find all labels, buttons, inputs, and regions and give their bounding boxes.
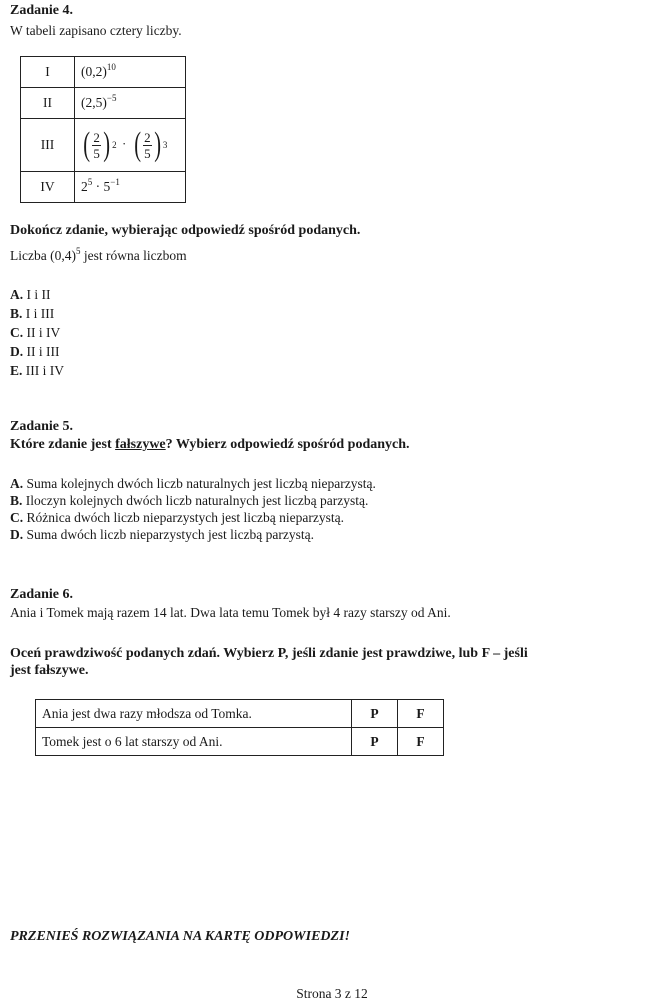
expr-exponent: 5 [87,177,93,187]
statement-cell: Ania jest dwa razy młodsza od Tomka. [36,700,352,728]
answer-text: I i II [26,287,51,302]
expr-exponent: −5 [106,93,117,103]
fraction-denominator: 5 [93,145,100,161]
question-exponent: 5 [75,246,81,256]
table-row [21,88,186,119]
expr-base: 2 [81,179,88,194]
answer-text: II i IV [26,325,61,340]
answer-letter: D. [10,344,24,359]
task4-question [10,247,187,264]
answer-letter: A. [10,476,24,491]
row-label: III [21,119,75,172]
answer-text: III i IV [25,363,64,378]
row-label: I [21,57,75,88]
option-false[interactable]: F [398,728,444,756]
task4-instruction: Dokończ zdanie, wybierając odpowiedź spośród podanych. [10,223,361,238]
expr-base: (2,5) [81,95,107,110]
answer-letter: B. [10,306,23,321]
answer-option[interactable] [10,286,64,305]
table-row [21,172,186,203]
answer-letter: C. [10,325,24,340]
answer-text: Suma dwóch liczb nieparzystych jest liczbą parzystą. [26,527,315,542]
option-false[interactable]: F [398,700,444,728]
task6-intro: Ania i Tomek mają razem 14 lat. Dwa lata temu Tomek był 4 razy starszy od Ani. [10,605,451,620]
page-number: Strona 3 z 12 [296,986,368,1001]
number-expression [75,172,186,203]
fraction-numerator: 2 [93,129,100,145]
question-text-end: ? Wybierz odpowiedź spośród podanych. [165,437,410,452]
multiply-dot: · [122,136,127,152]
answer-option[interactable] [10,492,376,509]
numbers-table [20,56,186,203]
instruction-line: Oceń prawdziwość podanych zdań. Wybierz P, jeśli zdanie jest prawdziwe, lub F – jeśli [10,646,528,661]
task5-heading: Zadanie 5. [10,419,74,434]
answer-letter: C. [10,510,24,525]
expr-base: 5 [103,179,111,194]
fraction-numerator: 2 [144,129,151,145]
row-label: IV [21,172,75,203]
task4-heading: Zadanie 4. [10,3,74,18]
number-expression [75,88,186,119]
number-expression [75,119,186,172]
question-emphasis: fałszywe [115,437,166,452]
question-text: Które zdanie jest [10,437,116,452]
answer-option[interactable] [10,362,64,381]
answer-option[interactable] [10,343,64,362]
row-label: II [21,88,75,119]
answer-option[interactable] [10,509,376,526]
answer-letter: B. [10,493,23,508]
answer-option[interactable] [10,305,64,324]
expr-exponent: 10 [106,62,116,72]
answer-letter: A. [10,287,24,302]
task6-instruction [10,645,528,679]
instruction-line: jest fałszywe. [10,663,89,678]
table-row [21,57,186,88]
number-expression [75,57,186,88]
table-row [21,119,186,172]
answer-option[interactable] [10,526,376,543]
table-row [36,700,444,728]
answer-text: Iloczyn kolejnych dwóch liczb naturalnych jest liczbą parzystą. [25,493,369,508]
question-text-end: jest równa liczbom [80,248,187,263]
answer-letter: E. [10,363,23,378]
fraction-power: ( $\frac{2}{5}$ ) 2 [83,126,117,163]
answer-text: I i III [25,306,55,321]
fraction-denominator: 5 [144,145,151,161]
task6-heading: Zadanie 6. [10,587,74,602]
task4-intro: W tabeli zapisano cztery liczby. [10,23,182,38]
multiply-dot: · [95,179,101,194]
task4-answers [10,286,64,381]
true-false-table [35,699,444,756]
transfer-notice: PRZENIEŚ ROZWIĄZANIA NA KARTĘ ODPOWIEDZI! [10,929,350,944]
task5-question [10,436,410,453]
answer-text: Różnica dwóch liczb nieparzystych jest liczbą nieparzystą. [26,510,344,525]
answer-option[interactable] [10,324,64,343]
expr-base: (0,2) [81,64,107,79]
task5-answers [10,475,376,543]
option-true[interactable]: P [352,728,398,756]
option-true[interactable]: P [352,700,398,728]
expr-exponent: −1 [110,177,120,187]
question-text: Liczba (0,4) [10,248,76,263]
answer-option[interactable] [10,475,376,492]
answer-text: II i III [26,344,60,359]
table-row [36,728,444,756]
answer-text: Suma kolejnych dwóch liczb naturalnych jest liczbą nieparzystą. [26,476,376,491]
statement-cell: Tomek jest o 6 lat starszy od Ani. [36,728,352,756]
fraction-power: ( $\frac{2}{5}$ ) 3 [134,126,168,163]
answer-letter: D. [10,527,24,542]
